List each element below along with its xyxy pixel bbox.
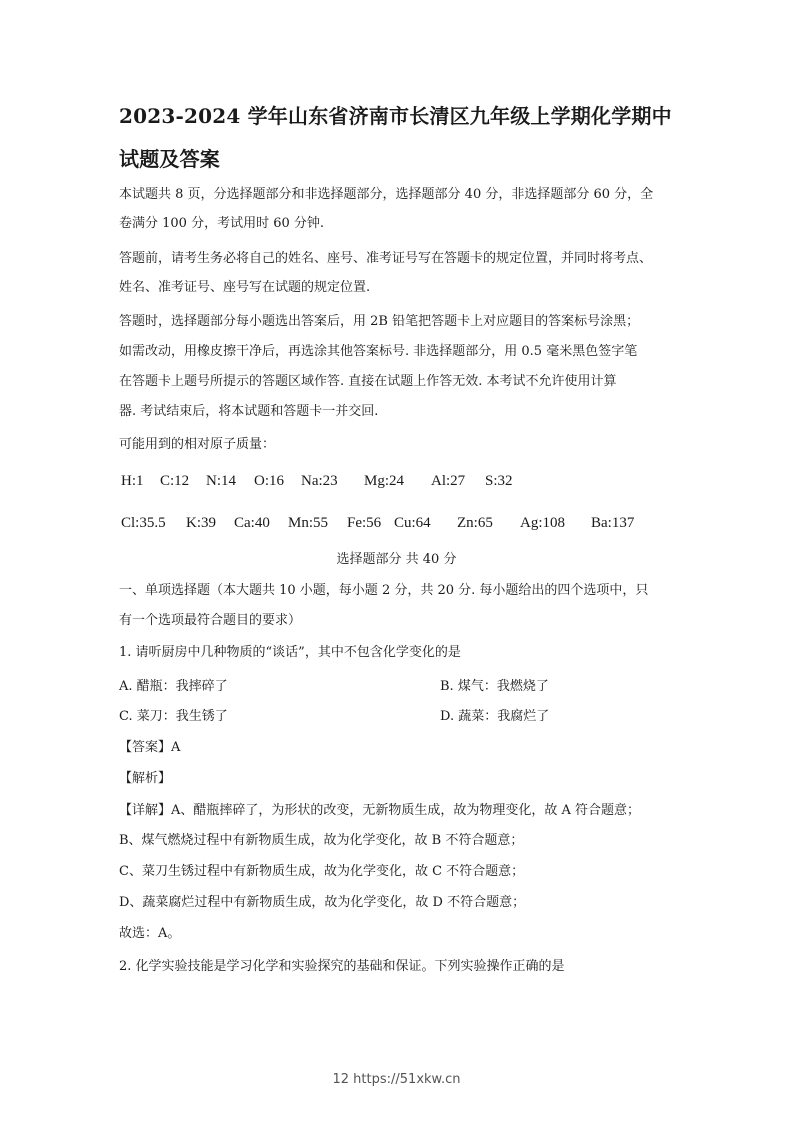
instruction-line: 卷满分 100 分，考试用时 60 分钟. (119, 216, 325, 231)
question-1-option-b: B. 煤气：我燃烧了 (440, 679, 549, 694)
detail-label: 【详解】 (119, 803, 172, 818)
page-footer: 12 https://51xkw.cn (332, 1072, 461, 1087)
detail-line: A、醋瓶摔碎了，为形状的改变，无新物质生成，故为物理变化，故 A 符合题意； (171, 803, 641, 818)
atomic-mass-item: Cl:35.5 (121, 515, 166, 531)
instruction-line: 答题前，请考生务必将自己的姓名、座号、准考证号写在答题卡的规定位置，并同时将考点、 (119, 251, 653, 266)
document-title-line-1: 2023-2024 学年山东省济南市长清区九年级上学期化学期中 (119, 104, 672, 128)
instruction-line: 在答题卡上题号所提示的答题区域作答. 直接在试题上作答无效. 本考试不允许使用计算 (119, 374, 617, 389)
section-heading: 选择题部分 共 40 分 (336, 552, 457, 567)
atomic-mass-item: H:1 (121, 473, 144, 489)
atomic-mass-row-1 (121, 471, 681, 491)
question-1-stem: 1. 请听厨房中几种物质的“谈话”，其中不包含化学变化的是 (119, 645, 461, 660)
instruction-line: 如需改动，用橡皮擦干净后，再选涂其他答案标号. 非选择题部分，用 0.5 毫米黑色签字笔 (119, 344, 638, 359)
instruction-line: 本试题共 8 页，分选择题部分和非选择题部分，选择题部分 40 分，非选择题部分 60 分，全 (119, 187, 654, 202)
detail-line: D、蔬菜腐烂过程中有新物质生成，故为化学变化，故 D 不符合题意； (119, 895, 526, 910)
atomic-mass-item: Zn:65 (457, 515, 493, 531)
atomic-mass-item: Mn:55 (288, 515, 329, 531)
atomic-mass-heading: 可能用到的相对原子质量： (119, 437, 276, 452)
analysis-label: 【解析】 (119, 771, 172, 786)
instruction-line: 器. 考试结束后，将本试题和答题卡一并交回. (119, 404, 379, 419)
question-1-option-a: A. 醋瓶：我摔碎了 (119, 679, 228, 694)
document-title-line-2: 试题及答案 (119, 147, 220, 171)
detail-line: B、煤气燃烧过程中有新物质生成，故为化学变化，故 B 不符合题意； (119, 833, 524, 848)
atomic-mass-item: Fe:56 (347, 515, 382, 531)
atomic-mass-item: Al:27 (431, 473, 466, 489)
atomic-mass-item: N:14 (206, 473, 236, 489)
detail-line: C、菜刀生锈过程中有新物质生成，故为化学变化，故 C 不符合题意； (119, 864, 525, 879)
atomic-mass-item: Ba:137 (591, 515, 635, 531)
atomic-mass-item: Cu:64 (394, 515, 431, 531)
detail-row (119, 802, 640, 820)
answer-value: A (171, 740, 181, 755)
part-one-heading-line-1: 一、单项选择题（本大题共 10 小题，每小题 2 分，共 20 分. 每小题给出的四个选项中，只 (119, 583, 649, 598)
answer-row (119, 739, 180, 757)
atomic-mass-item: Ag:108 (520, 515, 565, 531)
part-one-heading-line-2: 有一个选项最符合题目的要求） (119, 613, 302, 628)
atomic-mass-item: S:32 (485, 473, 513, 489)
atomic-mass-row-2 (121, 513, 681, 533)
instruction-line: 答题时，选择题部分每小题选出答案后，用 2B 铅笔把答题卡上对应题目的答案标号涂黑； (119, 314, 640, 329)
question-1-option-d: D. 蔬菜：我腐烂了 (440, 709, 550, 724)
question-1-conclusion: 故选：A。 (119, 926, 181, 941)
question-1-option-c: C. 菜刀：我生锈了 (119, 709, 228, 724)
atomic-mass-item: C:12 (160, 473, 190, 489)
atomic-mass-item: Mg:24 (364, 473, 405, 489)
question-2-stem: 2. 化学实验技能是学习化学和实验探究的基础和保证。下列实验操作正确的是 (119, 959, 565, 974)
answer-label: 【答案】 (119, 740, 172, 755)
atomic-mass-item: O:16 (254, 473, 284, 489)
atomic-mass-item: Na:23 (301, 473, 338, 489)
atomic-mass-item: K:39 (186, 515, 216, 531)
instruction-line: 姓名、准考证号、座号写在试题的规定位置. (119, 280, 371, 295)
atomic-mass-item: Ca:40 (234, 515, 270, 531)
